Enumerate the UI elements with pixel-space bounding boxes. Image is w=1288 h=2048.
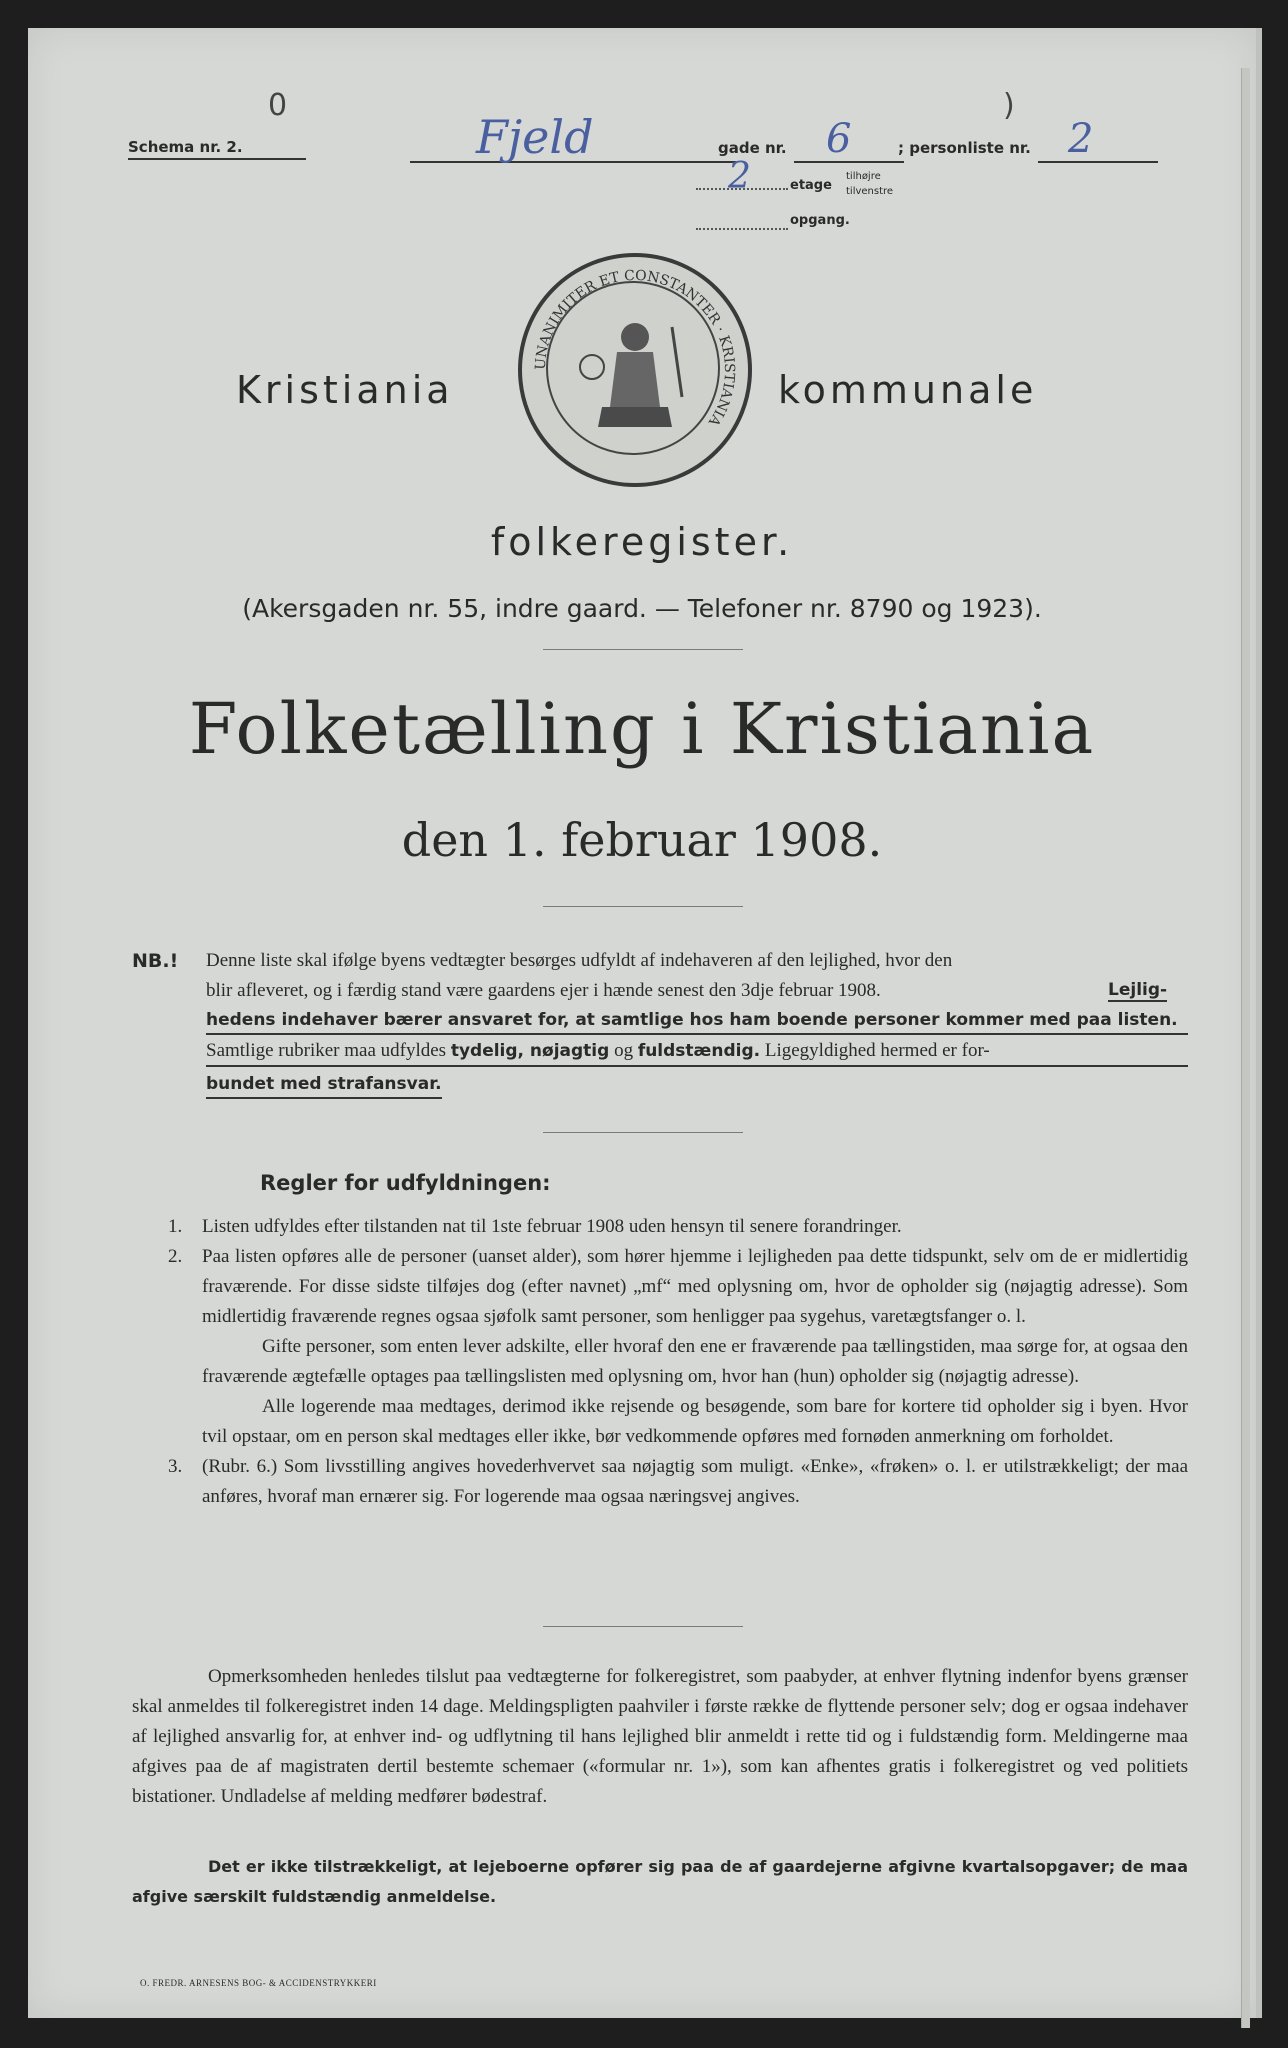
nb-label: NB.! <box>132 950 179 972</box>
rule-item-2 <box>168 1242 1188 1332</box>
personliste-line <box>1038 161 1158 163</box>
schema-label: Schema nr. 2. <box>128 138 306 160</box>
document-date: den 1. februar 1908. <box>401 813 883 867</box>
personliste-value: 2 <box>1068 116 1094 162</box>
seal-text: UNANIMITER ET CONSTANTER · KRISTIANIA <box>532 267 738 429</box>
document-title: Folketælling i Kristiania <box>188 688 1096 770</box>
office-line2: folkeregister. <box>490 520 794 564</box>
divider-3 <box>543 1132 743 1133</box>
tilhojre-label: tilhøjre <box>846 171 881 182</box>
opgang-label: opgang. <box>790 213 850 228</box>
nb-line-1: Denne liste skal ifølge byens vedtægter besørges udfyldt af indehaveren af den lejlighed, hvor den <box>206 950 953 971</box>
nb-line-4d: fuldstændig. <box>637 1041 761 1061</box>
personliste-label: ; personliste nr. <box>898 139 1031 157</box>
rules-heading: Regler for udfyldningen: <box>260 1171 551 1195</box>
rule-number-3: 3. <box>168 1456 183 1477</box>
top-mark-left: 0 <box>268 88 288 123</box>
census-form-page <box>28 28 1262 2018</box>
rules-list <box>168 1212 1188 1512</box>
nb-line-3: hedens indehaver bærer ansvaret for, at samtlige hos ham boende personer kommer med paa listen. <box>206 1010 1188 1035</box>
rule-text-2c: Alle logerende maa medtages, derimod ikke rejsende og besøgende, som bare for kortere tid opholder sig i byen. Hvor tvil opstaar, om en person skal medtages eller ikke, bør vedkommende opføres med fornøden anmerkning om forholdet. <box>202 1396 1188 1447</box>
gade-label: gade nr. <box>718 139 787 157</box>
rule-number-2: 2. <box>168 1246 183 1267</box>
nb-line-4 <box>206 1040 1188 1067</box>
etage-value: 2 <box>728 156 751 197</box>
divider-2 <box>543 906 743 907</box>
nb-line-4c: og <box>614 1040 634 1061</box>
seal-emblem-icon <box>522 257 748 483</box>
tilvenstre-label: tilvenstre <box>846 186 894 197</box>
notice-paragraph-2: Det er ikke tilstrækkeligt, at lejeboerne opfører sig paa de af gaardejerne afgivne kvartalsopgaver; de maa afgive særskilt fuldstændig anmeldelse. <box>132 1857 1188 1906</box>
rule-text-1: Listen udfyldes efter tilstanden nat til 1ste februar 1908 uden hensyn til senere forandringer. <box>202 1216 902 1237</box>
nb-line-2a: blir afleveret, og i færdig stand være gaardens ejer i hænde senest den 3dje februar 1908. <box>206 980 881 1001</box>
office-address: (Akersgaden nr. 55, indre gaard. — Telefoner nr. 8790 og 1923). <box>242 594 1042 623</box>
gade-value: 6 <box>826 116 852 162</box>
divider-1 <box>543 649 743 650</box>
nb-line-4b: tydelig, nøjagtig <box>450 1041 610 1061</box>
street-handwritten: Fjeld <box>476 110 594 164</box>
divider-4 <box>543 1626 743 1627</box>
nb-line-4a: Samtlige rubriker maa udfyldes <box>206 1040 447 1061</box>
office-right: kommunale <box>778 368 1038 412</box>
rule-text-3: (Rubr. 6.) Som livsstilling angives hovederhvervet saa nøjagtig som muligt. «Enke», «frøken» o. l. er utilstrækkeligt; der maa anføres, hvoraf man ernærer sig. For logerende maa ogsaa næringsvej angives. <box>202 1456 1188 1507</box>
opgang-dots <box>696 228 788 230</box>
office-left: Kristiania <box>236 368 454 412</box>
etage-label: etage <box>790 178 832 193</box>
nb-line-4e: Ligegyldighed hermed er for- <box>764 1040 990 1061</box>
rule-item-1 <box>168 1212 1188 1242</box>
printer-imprint: O. FREDR. ARNESENS BOG- & ACCIDENSTRYKKERI <box>140 1978 377 1988</box>
city-seal <box>518 253 752 487</box>
rule-text-2: Paa listen opføres alle de personer (uanset alder), som hører hjemme i lejligheden paa dette tidspunkt, selv om de er midlertidig fraværende. For disse sidste tilføjes dog (efter navnet) „mf“ med oplysning om, hvor de opholder sig (nøjagtig adresse). Som midlertidig fraværende regnes ogsaa sjøfolk samt personer, som henligger paa sygehus, varetægtsfanger o. l. <box>202 1246 1188 1327</box>
nb-line-5: bundet med strafansvar. <box>206 1074 442 1099</box>
rule-item-3 <box>168 1452 1188 1512</box>
nb-line-2b: Lejlig- <box>1108 980 1168 1000</box>
rule-text-2b: Gifte personer, som enten lever adskilte, eller hvoraf den ene er fraværende paa tællingstiden, maa sørge for, at ogsaa den fraværende ægtefælle optages paa tællingslisten med oplysning om, hvor han (hun) opholder sig (nøjagtig adresse). <box>202 1336 1188 1387</box>
notice-paragraph-1: Opmerksomheden henledes tilslut paa vedtægterne for folkeregistret, som paabyder, at enhver flytning indenfor byens grænser skal anmeldes til folkeregistret inden 14 dage. Meldingspligten paahviler i første række de flyttende personer selv; dog er ogsaa indehaver af lejlighed ansvarlig for, at enhver ind- og udflytning til hans lejlighed blir anmeldt i rette tid og i fuldstændig form. Meldingerne maa afgives paa de af magistraten dertil bestemte schemaer («formular nr. 1»), som kan afhentes gratis i folkeregistret og ved politiets bistationer. Undladelse af melding medfører bødestraf. <box>132 1666 1188 1807</box>
top-mark-right: ) <box>1003 88 1015 123</box>
page-edge <box>1241 68 1250 2028</box>
rule-number-1: 1. <box>168 1216 183 1237</box>
